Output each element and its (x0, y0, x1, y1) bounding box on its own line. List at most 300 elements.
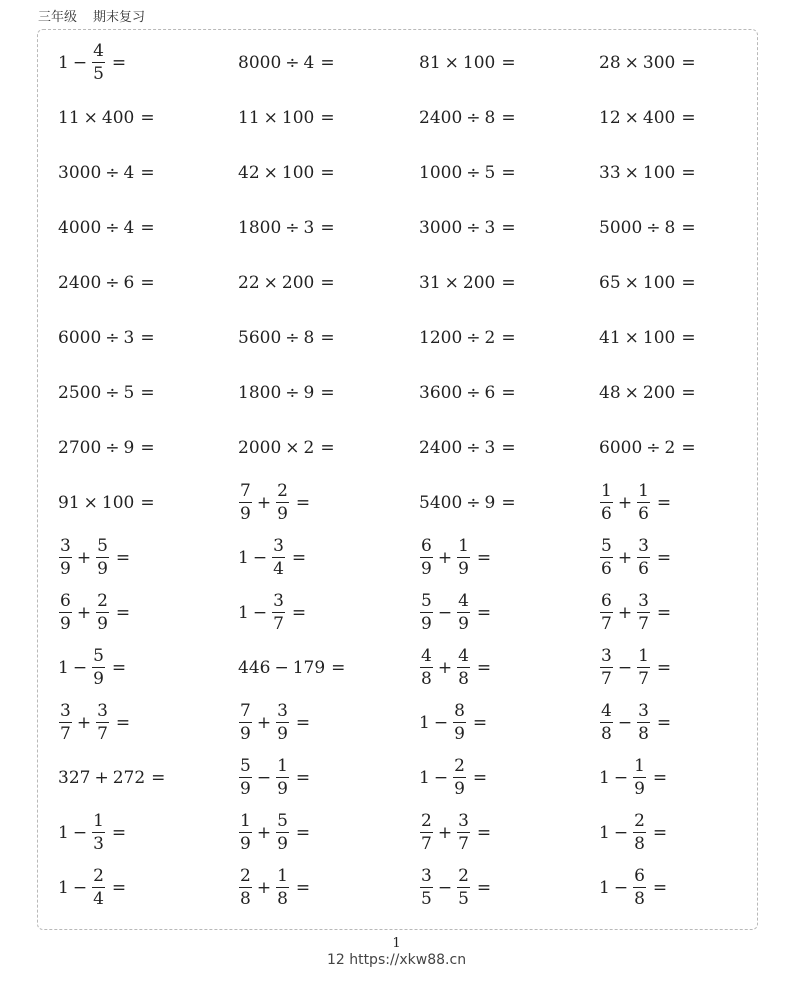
denominator: 3 (93, 834, 104, 854)
operator: ÷ (466, 493, 481, 513)
operator: ÷ (466, 438, 481, 458)
fraction (92, 648, 105, 688)
operator: × (624, 273, 639, 293)
fraction (637, 703, 650, 743)
operator: − (252, 548, 268, 568)
number: 22 (238, 273, 260, 293)
number: 9 (303, 383, 315, 403)
equals-sign: = (501, 53, 516, 73)
denominator: 7 (601, 669, 612, 689)
number: 11 (238, 108, 260, 128)
numerator: 1 (240, 811, 251, 831)
denominator: 7 (273, 614, 284, 634)
problem (58, 273, 155, 293)
numerator: 5 (93, 646, 104, 666)
problem (599, 593, 671, 633)
number: 2 (484, 328, 496, 348)
equals-sign: = (140, 218, 155, 238)
fraction (600, 593, 613, 633)
numerator: 2 (277, 481, 288, 501)
equals-sign: = (140, 163, 155, 183)
equals-sign: = (656, 603, 672, 623)
numerator: 3 (638, 701, 649, 721)
problem (238, 53, 335, 73)
problem (58, 328, 155, 348)
denominator: 7 (97, 724, 108, 744)
fraction (272, 538, 285, 578)
numerator: 1 (638, 481, 649, 501)
problem (58, 813, 126, 853)
problem (238, 328, 335, 348)
number: 200 (281, 273, 315, 293)
numerator: 4 (601, 701, 612, 721)
number: 3 (303, 218, 315, 238)
operator: ÷ (285, 383, 300, 403)
fraction (453, 758, 466, 798)
equals-sign: = (140, 328, 155, 348)
numerator: 6 (634, 866, 645, 886)
operator: ÷ (105, 438, 120, 458)
page-header (38, 6, 161, 25)
numerator: 5 (240, 756, 251, 776)
denominator: 9 (240, 834, 251, 854)
problem (599, 538, 671, 578)
number: 400 (642, 108, 676, 128)
equals-sign: = (476, 658, 492, 678)
denominator: 5 (458, 889, 469, 909)
numerator: 6 (601, 591, 612, 611)
denominator: 7 (458, 834, 469, 854)
numerator: 1 (458, 536, 469, 556)
number: 8 (303, 328, 315, 348)
number: 5 (484, 163, 496, 183)
number: 100 (642, 328, 676, 348)
problem (599, 868, 667, 908)
numerator: 5 (601, 536, 612, 556)
fraction (276, 758, 289, 798)
equals-sign: = (320, 383, 335, 403)
problem (238, 218, 335, 238)
problem (419, 53, 516, 73)
problem (238, 438, 335, 458)
equals-sign: = (501, 438, 516, 458)
numerator: 3 (60, 536, 71, 556)
fraction (420, 538, 433, 578)
equals-sign: = (656, 658, 672, 678)
numerator: 4 (421, 646, 432, 666)
number: 3 (123, 328, 135, 348)
number: 3000 (419, 218, 463, 238)
equals-sign: = (476, 878, 492, 898)
number: 300 (642, 53, 676, 73)
denominator: 9 (277, 779, 288, 799)
problem (419, 813, 491, 853)
numerator: 3 (638, 536, 649, 556)
denominator: 9 (60, 614, 71, 634)
denominator: 8 (458, 669, 469, 689)
equals-sign: = (501, 493, 516, 513)
number: 5400 (419, 493, 463, 513)
numerator: 6 (421, 536, 432, 556)
denominator: 9 (240, 779, 251, 799)
fraction (239, 703, 252, 743)
operator: − (613, 823, 629, 843)
operator: × (83, 493, 98, 513)
problem (58, 108, 155, 128)
denominator: 7 (421, 834, 432, 854)
operator: − (617, 713, 633, 733)
equals-sign: = (111, 658, 127, 678)
problem (599, 383, 696, 403)
operator: − (433, 768, 449, 788)
fraction (457, 868, 470, 908)
numerator: 2 (240, 866, 251, 886)
fraction (637, 593, 650, 633)
operator: ÷ (466, 328, 481, 348)
number: 1000 (419, 163, 463, 183)
equals-sign: = (295, 878, 311, 898)
fraction (239, 483, 252, 523)
operator: × (444, 53, 459, 73)
fraction (96, 538, 109, 578)
number: 200 (642, 383, 676, 403)
numerator: 3 (273, 536, 284, 556)
problem (419, 648, 491, 688)
problem (419, 438, 516, 458)
equals-sign: = (295, 823, 311, 843)
numerator: 3 (97, 701, 108, 721)
operator: × (624, 383, 639, 403)
page-number: 1 (392, 936, 401, 951)
numerator: 3 (458, 811, 469, 831)
fraction (92, 813, 105, 853)
problem (419, 703, 487, 743)
numerator: 2 (93, 866, 104, 886)
number: 327 (58, 768, 91, 788)
operator: − (252, 603, 268, 623)
denominator: 4 (273, 559, 284, 579)
equals-sign: = (295, 493, 311, 513)
operator: + (76, 603, 92, 623)
problem (419, 593, 491, 633)
denominator: 9 (277, 504, 288, 524)
numerator: 4 (458, 591, 469, 611)
number: 400 (101, 108, 135, 128)
denominator: 9 (277, 724, 288, 744)
equals-sign: = (652, 878, 668, 898)
numerator: 5 (421, 591, 432, 611)
problem (599, 328, 696, 348)
number: 8 (664, 218, 676, 238)
operator: ÷ (105, 163, 120, 183)
header-title: 期末复习 (93, 10, 146, 25)
problem (599, 163, 696, 183)
fraction (633, 868, 646, 908)
number: 100 (642, 273, 676, 293)
operator: + (256, 823, 272, 843)
numerator: 3 (601, 646, 612, 666)
equals-sign: = (656, 548, 672, 568)
fraction (637, 483, 650, 523)
operator: + (256, 713, 272, 733)
denominator: 9 (97, 559, 108, 579)
number: 2 (664, 438, 676, 458)
number: 8 (484, 108, 496, 128)
equals-sign: = (501, 108, 516, 128)
equals-sign: = (501, 273, 516, 293)
problem (419, 328, 516, 348)
numerator: 2 (97, 591, 108, 611)
fraction (420, 593, 433, 633)
equals-sign: = (295, 768, 311, 788)
problem (599, 218, 696, 238)
number: 6000 (58, 328, 102, 348)
operator: × (624, 108, 639, 128)
number: 100 (101, 493, 135, 513)
operator: − (72, 53, 88, 73)
numerator: 3 (638, 591, 649, 611)
equals-sign: = (656, 713, 672, 733)
number: 1 (599, 823, 610, 843)
fraction (600, 538, 613, 578)
problem (58, 218, 155, 238)
operator: ÷ (105, 273, 120, 293)
problem (419, 538, 491, 578)
number: 2700 (58, 438, 102, 458)
equals-sign: = (681, 53, 696, 73)
problem (419, 493, 516, 513)
operator: − (617, 658, 633, 678)
denominator: 4 (93, 889, 104, 909)
denominator: 9 (421, 559, 432, 579)
fraction (272, 593, 285, 633)
equals-sign: = (111, 878, 127, 898)
number: 272 (112, 768, 146, 788)
number: 100 (281, 163, 315, 183)
operator: ÷ (466, 163, 481, 183)
operator: × (263, 163, 278, 183)
equals-sign: = (320, 163, 335, 183)
operator: − (274, 658, 289, 678)
problem (238, 383, 335, 403)
footer-url: 12 https://xkw88.cn (326, 952, 467, 968)
numerator: 5 (277, 811, 288, 831)
equals-sign: = (681, 163, 696, 183)
operator: ÷ (466, 218, 481, 238)
denominator: 8 (240, 889, 251, 909)
number: 6 (484, 383, 496, 403)
problem (58, 538, 130, 578)
problem (599, 53, 696, 73)
problem (238, 813, 310, 853)
equals-sign: = (501, 328, 516, 348)
fraction (420, 813, 433, 853)
equals-sign: = (111, 53, 127, 73)
problem (419, 108, 516, 128)
operator: + (437, 658, 453, 678)
numerator: 1 (601, 481, 612, 501)
operator: + (76, 713, 92, 733)
number: 3000 (58, 163, 102, 183)
equals-sign: = (501, 163, 516, 183)
number: 65 (599, 273, 621, 293)
fraction (59, 538, 72, 578)
fraction (420, 648, 433, 688)
equals-sign: = (320, 273, 335, 293)
equals-sign: = (681, 328, 696, 348)
problem (58, 648, 126, 688)
operator: × (263, 273, 278, 293)
problem (599, 648, 671, 688)
number: 1 (238, 603, 249, 623)
numerator: 5 (97, 536, 108, 556)
number: 5 (123, 383, 135, 403)
equals-sign: = (681, 108, 696, 128)
equals-sign: = (681, 383, 696, 403)
equals-sign: = (681, 438, 696, 458)
problem (599, 438, 696, 458)
fraction (239, 868, 252, 908)
operator: × (83, 108, 98, 128)
number: 4000 (58, 218, 102, 238)
fraction (600, 648, 613, 688)
numerator: 1 (638, 646, 649, 666)
fraction (276, 868, 289, 908)
equals-sign: = (115, 603, 131, 623)
equals-sign: = (140, 273, 155, 293)
equals-sign: = (291, 548, 307, 568)
numerator: 1 (634, 756, 645, 776)
numerator: 8 (454, 701, 465, 721)
operator: ÷ (285, 328, 300, 348)
problem (599, 483, 671, 523)
problem (238, 703, 310, 743)
fraction (633, 758, 646, 798)
equals-sign: = (320, 53, 335, 73)
fraction (453, 703, 466, 743)
equals-sign: = (681, 218, 696, 238)
fraction (96, 703, 109, 743)
denominator: 9 (97, 614, 108, 634)
operator: ÷ (285, 53, 300, 73)
problem (599, 703, 671, 743)
operator: + (437, 548, 453, 568)
problem (419, 218, 516, 238)
equals-sign: = (681, 273, 696, 293)
numerator: 1 (93, 811, 104, 831)
problem (58, 868, 126, 908)
number: 6 (123, 273, 135, 293)
fraction (600, 703, 613, 743)
number: 9 (123, 438, 135, 458)
number: 2500 (58, 383, 102, 403)
number: 100 (281, 108, 315, 128)
problem (58, 438, 155, 458)
denominator: 5 (421, 889, 432, 909)
numerator: 3 (60, 701, 71, 721)
numerator: 7 (240, 481, 251, 501)
operator: + (617, 493, 633, 513)
equals-sign: = (476, 548, 492, 568)
numerator: 3 (273, 591, 284, 611)
fraction (276, 703, 289, 743)
operator: + (256, 493, 272, 513)
equals-sign: = (476, 823, 492, 843)
number: 8000 (238, 53, 282, 73)
number: 1 (238, 548, 249, 568)
problem (419, 273, 516, 293)
denominator: 5 (93, 64, 104, 84)
problem (58, 768, 165, 788)
number: 12 (599, 108, 621, 128)
operator: − (256, 768, 272, 788)
fraction (633, 813, 646, 853)
denominator: 8 (634, 889, 645, 909)
number: 1 (599, 878, 610, 898)
number: 33 (599, 163, 621, 183)
operator: − (613, 768, 629, 788)
problem (238, 868, 310, 908)
problem (58, 43, 126, 83)
equals-sign: = (115, 548, 131, 568)
problem (419, 868, 491, 908)
denominator: 9 (454, 779, 465, 799)
numerator: 2 (454, 756, 465, 776)
equals-sign: = (151, 768, 166, 788)
problem (58, 163, 155, 183)
denominator: 7 (638, 669, 649, 689)
problem (238, 483, 310, 523)
number: 4 (123, 218, 135, 238)
number: 1 (58, 823, 69, 843)
denominator: 8 (634, 834, 645, 854)
fraction (420, 868, 433, 908)
numerator: 3 (421, 866, 432, 886)
number: 11 (58, 108, 80, 128)
numerator: 3 (277, 701, 288, 721)
number: 1 (58, 658, 69, 678)
number: 6000 (599, 438, 643, 458)
denominator: 7 (638, 614, 649, 634)
denominator: 6 (638, 504, 649, 524)
number: 100 (462, 53, 496, 73)
denominator: 6 (601, 559, 612, 579)
fraction (637, 648, 650, 688)
denominator: 9 (634, 779, 645, 799)
operator: − (613, 878, 629, 898)
equals-sign: = (115, 713, 131, 733)
number: 2400 (419, 438, 463, 458)
fraction (457, 538, 470, 578)
problem (238, 538, 306, 578)
numerator: 2 (421, 811, 432, 831)
operator: ÷ (285, 218, 300, 238)
denominator: 9 (60, 559, 71, 579)
number: 3 (484, 218, 496, 238)
operator: − (72, 823, 88, 843)
number: 1200 (419, 328, 463, 348)
problem (419, 383, 516, 403)
operator: ÷ (466, 383, 481, 403)
denominator: 8 (601, 724, 612, 744)
numerator: 4 (93, 41, 104, 61)
number: 3 (484, 438, 496, 458)
number: 1 (419, 768, 430, 788)
operator: ÷ (105, 218, 120, 238)
denominator: 7 (601, 614, 612, 634)
problem (238, 758, 310, 798)
problem (238, 658, 345, 678)
